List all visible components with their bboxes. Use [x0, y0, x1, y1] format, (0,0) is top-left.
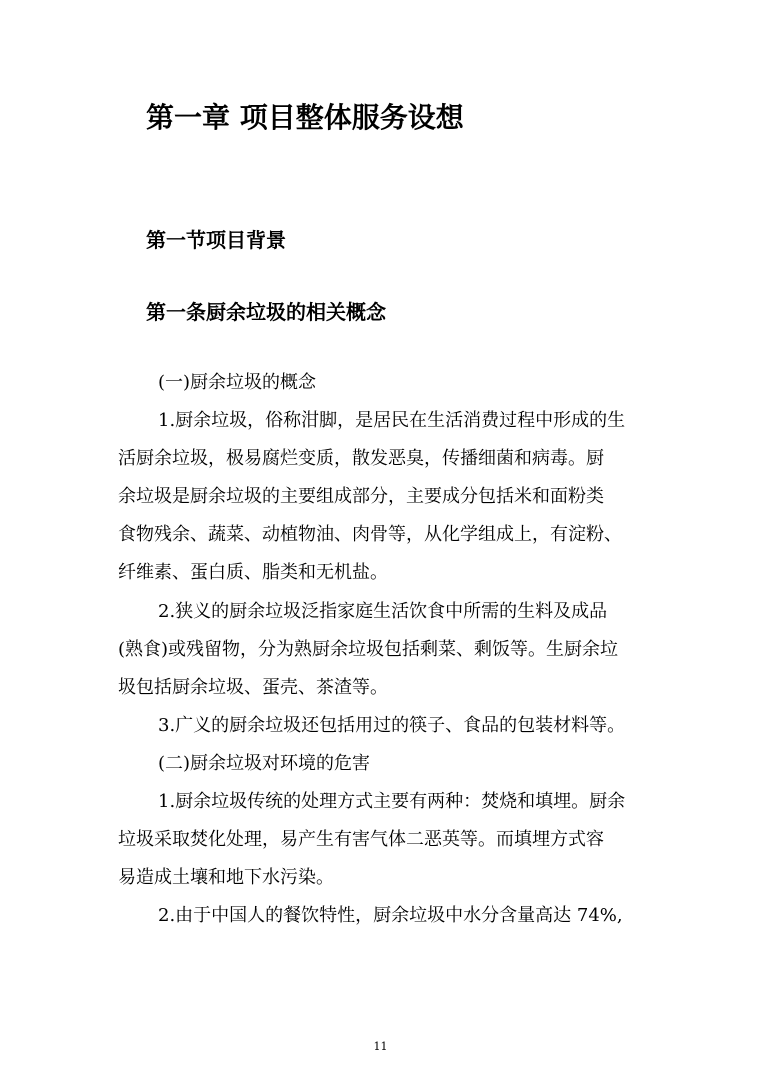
article-title: 第一条厨余垃圾的相关概念: [146, 300, 386, 324]
paragraph-line: 垃圾采取焚化处理，易产生有害气体二恶英等。而填埋方式容: [118, 829, 604, 851]
paragraph-line: 活厨余垃圾，极易腐烂变质，散发恶臭，传播细菌和病毒。厨: [118, 448, 604, 470]
paragraph-line: 1.厨余垃圾，俗称泔脚，是居民在生活消费过程中形成的生: [158, 410, 626, 432]
page-number: 11: [373, 1040, 388, 1053]
paragraph-line: (熟食)或残留物，分为熟厨余垃圾包括剩菜、剩饭等。生厨余垃: [118, 638, 619, 660]
paragraph-line: 1.厨余垃圾传统的处理方式主要有两种：焚烧和填埋。厨余: [158, 791, 626, 813]
paragraph-line: 3.广义的厨余垃圾还包括用过的筷子、食品的包装材料等。: [158, 714, 626, 736]
paragraph-line: 易造成土壤和地下水污染。: [118, 867, 334, 889]
section-title: 第一节项目背景: [146, 228, 286, 252]
paragraph-line: 圾包括厨余垃圾、蛋壳、茶渣等。: [118, 676, 388, 698]
paragraph-line: 2.狭义的厨余垃圾泛指家庭生活饮食中所需的生料及成品: [158, 600, 608, 622]
paragraph-line: 食物残余、蔬菜、动植物油、肉骨等，从化学组成上，有淀粉、: [118, 524, 622, 546]
body-text: [118, 364, 648, 935]
paragraph-line: 2.由于中国人的餐饮特性，厨余垃圾中水分含量高达 74%,: [158, 905, 623, 927]
subheading-hazards: (二)厨余垃圾对环境的危害: [158, 752, 371, 774]
chapter-title: 第一章 项目整体服务设想: [146, 101, 464, 134]
paragraph-line: 余垃圾是厨余垃圾的主要组成部分，主要成分包括米和面粉类: [118, 486, 604, 508]
paragraph-line: 纤维素、蛋白质、脂类和无机盐。: [118, 562, 388, 584]
subheading-concept: (一)厨余垃圾的概念: [158, 372, 317, 393]
